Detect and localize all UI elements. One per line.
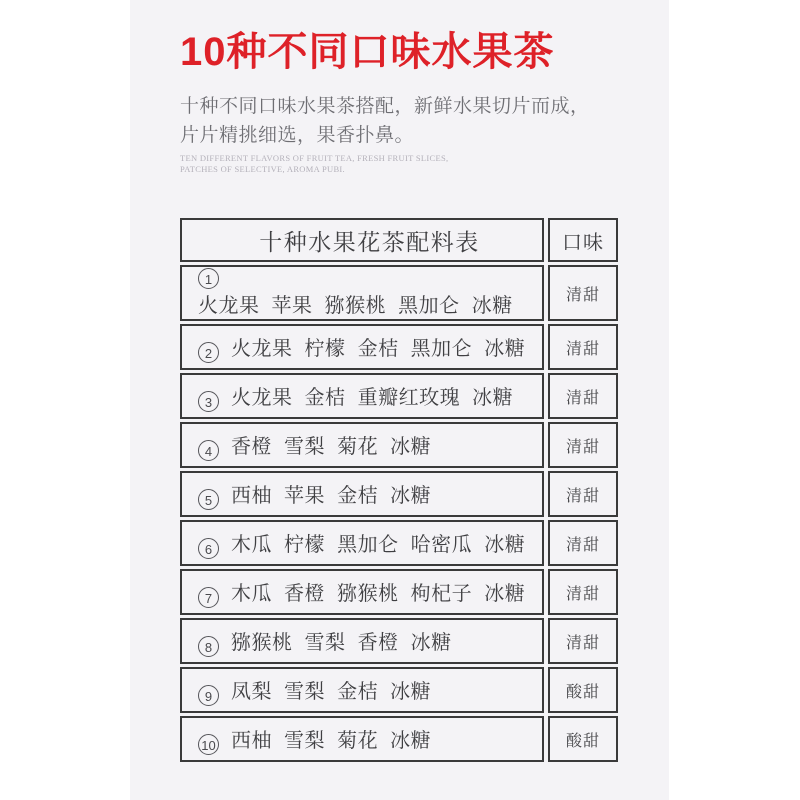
table-row — [180, 716, 618, 762]
ingredients-cell — [180, 569, 544, 615]
ingredients-text: 木瓜 柠檬 黑加仑 哈密瓜 冰糖 — [231, 533, 526, 556]
table-row — [180, 373, 618, 419]
ingredients-text: 木瓜 香橙 猕猴桃 枸杞子 冰糖 — [231, 582, 526, 605]
subtitle-line-1: 十种不同口味水果茶搭配，新鲜水果切片而成， — [180, 96, 590, 117]
flavor-cell — [548, 569, 618, 615]
table-row — [180, 422, 618, 468]
ingredients-cell — [180, 618, 544, 664]
flavor-text: 清甜 — [565, 389, 600, 407]
english-caption-line-1: TEN DIFFERENT FLAVORS OF FRUIT TEA, FRESH FRUIT SLICES, — [180, 153, 449, 163]
ingredients-text: 火龙果 柠檬 金桔 黑加仑 冰糖 — [231, 337, 526, 360]
flavor-text: 清甜 — [565, 286, 600, 304]
ingredients-text: 香橙 雪梨 菊花 冰糖 — [231, 435, 432, 458]
flavor-text: 清甜 — [565, 487, 600, 505]
table-row — [180, 265, 618, 321]
table-row — [180, 324, 618, 370]
flavor-text: 清甜 — [565, 585, 600, 603]
ingredient-table — [176, 215, 622, 765]
english-caption-line-2: PATCHES OF SELECTIVE, AROMA PUBI. — [180, 164, 345, 174]
flavor-text: 酸甜 — [565, 732, 600, 750]
ingredients-cell — [180, 471, 544, 517]
row-index-badge: 5 — [198, 489, 219, 510]
flavor-text: 清甜 — [565, 438, 600, 456]
english-caption — [180, 153, 448, 175]
row-index-badge: 4 — [198, 440, 219, 461]
page-title: 10种不同口味水果茶 — [180, 30, 555, 74]
subtitle-line-2: 片片精挑细选，果香扑鼻。 — [180, 125, 415, 146]
ingredients-cell — [180, 667, 544, 713]
ingredients-cell — [180, 373, 544, 419]
table-row — [180, 618, 618, 664]
product-sheet — [130, 0, 669, 800]
table-row — [180, 667, 618, 713]
flavor-cell — [548, 471, 618, 517]
flavor-text: 酸甜 — [565, 683, 600, 701]
row-index-badge: 10 — [198, 734, 219, 755]
flavor-cell — [548, 520, 618, 566]
table-header-row — [180, 218, 618, 262]
table-title-cell: 十种水果花茶配料表 — [180, 218, 544, 262]
ingredients-cell — [180, 422, 544, 468]
flavor-text: 清甜 — [565, 536, 600, 554]
flavor-cell — [548, 373, 618, 419]
ingredients-text: 西柚 苹果 金桔 冰糖 — [231, 484, 432, 507]
flavor-cell — [548, 716, 618, 762]
row-index-badge: 8 — [198, 636, 219, 657]
flavor-text: 清甜 — [565, 340, 600, 358]
flavor-cell — [548, 422, 618, 468]
ingredients-cell — [180, 520, 544, 566]
row-index-badge: 2 — [198, 342, 219, 363]
subtitle — [180, 92, 590, 150]
flavor-cell — [548, 667, 618, 713]
ingredients-cell — [180, 716, 544, 762]
ingredients-text: 凤梨 雪梨 金桔 冰糖 — [231, 680, 432, 703]
ingredients-text: 猕猴桃 雪梨 香橙 冰糖 — [231, 631, 452, 654]
table-row — [180, 569, 618, 615]
table-row — [180, 471, 618, 517]
row-index-badge: 3 — [198, 391, 219, 412]
table-row — [180, 520, 618, 566]
flavor-cell — [548, 324, 618, 370]
flavor-cell — [548, 618, 618, 664]
ingredients-text: 西柚 雪梨 菊花 冰糖 — [231, 729, 432, 752]
ingredients-cell — [180, 265, 544, 321]
flavor-cell — [548, 265, 618, 321]
ingredients-cell — [180, 324, 544, 370]
row-index-badge: 7 — [198, 587, 219, 608]
ingredients-text: 火龙果 金桔 重瓣红玫瑰 冰糖 — [231, 386, 514, 409]
row-index-badge: 9 — [198, 685, 219, 706]
flavor-text: 清甜 — [565, 634, 600, 652]
row-index-badge: 6 — [198, 538, 219, 559]
row-index-badge: 1 — [198, 268, 219, 289]
flavor-header-cell: 口味 — [548, 218, 618, 262]
ingredients-text: 火龙果 苹果 猕猴桃 黑加仑 冰糖 — [198, 295, 513, 317]
